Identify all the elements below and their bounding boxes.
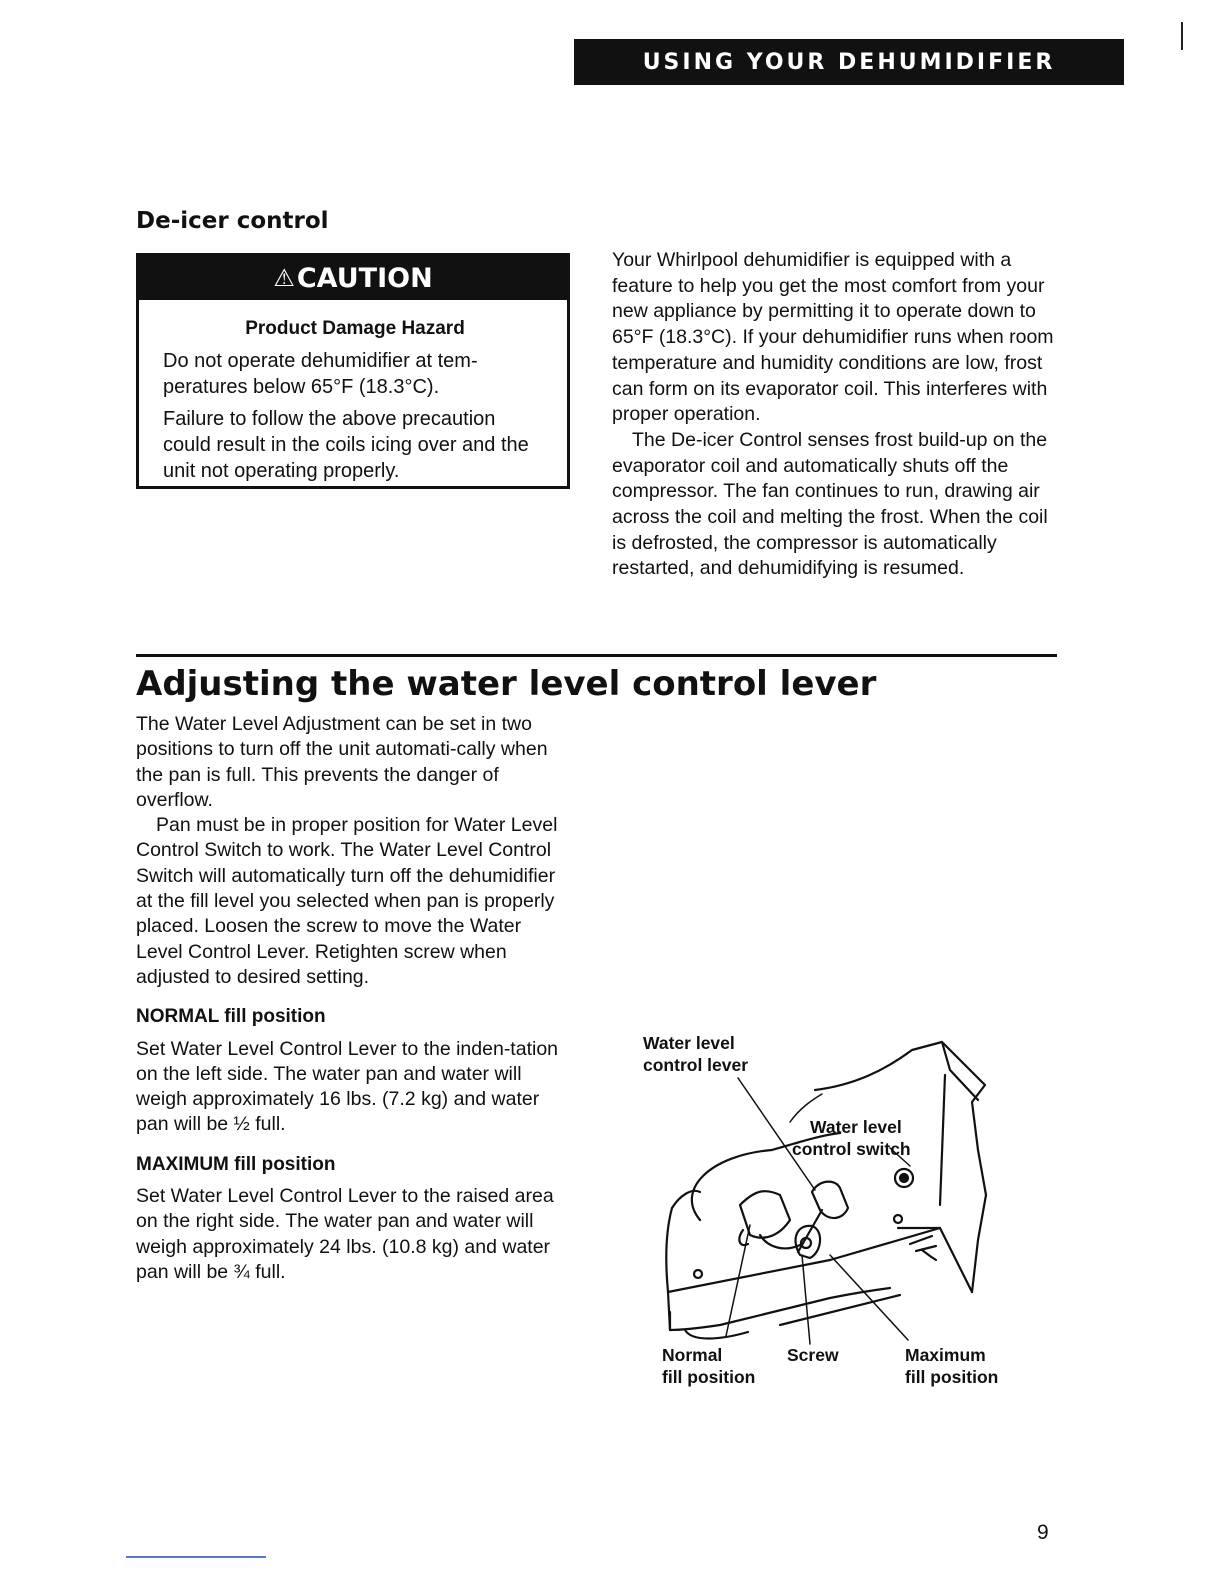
corner-mark [1181, 22, 1183, 50]
label-normal-fill-position: Normal fill position [662, 1345, 756, 1387]
maximum-fill-heading: MAXIMUM fill position [136, 1153, 336, 1175]
deicer-paragraph-2: The De-icer Control senses frost build-up on the evaporator coil and automatically shuts off the compressor. The fan continues to run, drawing air across the coil and melting the frost. When the coil is defrosted, the compressor is automatically restarted, and dehumidifying is resumed. [612, 428, 1048, 580]
section-header-bar [574, 39, 1124, 85]
deicer-heading: De-icer control [136, 208, 329, 234]
page-number: 9 [1037, 1521, 1049, 1544]
hazard-title: Product Damage Hazard [245, 318, 465, 339]
label-water-level-control-switch: Water level control switch [792, 1117, 911, 1159]
warning-triangle-icon: ⚠ [273, 264, 295, 292]
caution-text-1: Do not operate dehumidifier at tem-peratures below 65°F (18.3°C). [163, 350, 478, 398]
water-level-description [136, 712, 566, 1285]
water-level-paragraph-1: The Water Level Adjustment can be set in two positions to turn off the unit automati-cally when the pan is full. This prevents the danger of overflow. [136, 713, 548, 811]
deicer-paragraph-1: Your Whirlpool dehumidifier is equipped with a feature to help you get the most comfort from your new appliance by permitting it to operate down to 65°F (18.3°C). If your dehumidifier runs when room temperature and humidity conditions are low, frost can form on its evaporator coil. This interferes with proper operation. [612, 249, 1054, 426]
caution-text-2: Failure to follow the above precaution could result in the coils icing over and the unit not operating properly. [163, 408, 529, 482]
label-screw: Screw [787, 1345, 839, 1365]
normal-fill-heading: NORMAL fill position [136, 1006, 326, 1028]
deicer-description [612, 248, 1062, 582]
label-water-level-control-lever: Water level control lever [643, 1033, 749, 1075]
water-level-diagram [640, 1030, 1020, 1410]
section-divider [136, 654, 1057, 657]
label-maximum-fill-position: Maximum fill position [905, 1345, 999, 1387]
caution-box [136, 253, 570, 489]
normal-fill-text: Set Water Level Control Lever to the inden-tation on the left side. The water pan and water will weigh approximately 16 lbs. (7.2 kg) and water pan will be ½ full. [136, 1037, 559, 1136]
water-level-heading: Adjusting the water level control lever [136, 664, 877, 704]
bottom-rule [126, 1556, 266, 1558]
caution-label: CAUTION [296, 262, 433, 294]
caution-bar [139, 256, 567, 300]
water-level-paragraph-2: Pan must be in proper position for Water Level Control Switch to work. The Water Level Control Switch will automatically turn off the dehumidifier at the fill level you selected when pan is properly placed. Loosen the screw to move the Water Level Control Lever. Retighten screw when adjusted to desired setting. [136, 814, 558, 988]
maximum-fill-text: Set Water Level Control Lever to the raised area on the right side. The water pan and water will weigh approximately 24 lbs. (10.8 kg) and water pan will be ¾ full. [136, 1185, 554, 1283]
section-title: USING YOUR DEHUMIDIFIER [642, 49, 1056, 75]
